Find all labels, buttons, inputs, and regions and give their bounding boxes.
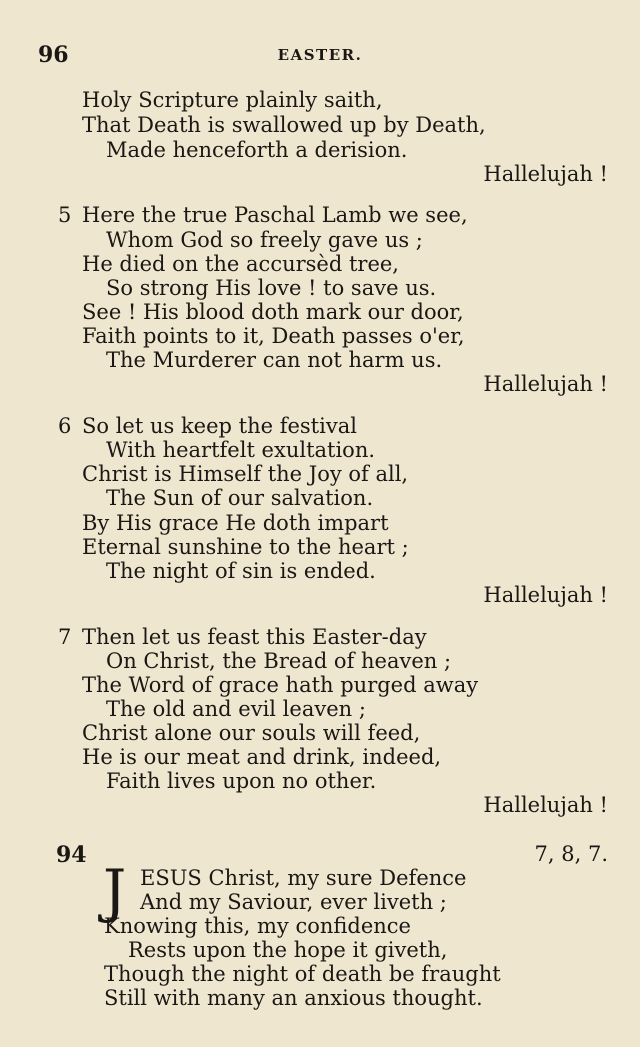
verse-line: Knowing this, my confidence — [104, 914, 411, 938]
verse-line: Here the true Paschal Lamb we see, — [82, 203, 468, 227]
page-header — [38, 42, 602, 70]
verse-line: Eternal sunshine to the heart ; — [82, 535, 409, 559]
verse-line: The Murderer can not harm us. — [106, 348, 443, 372]
stanza-number: 5 — [58, 203, 72, 227]
verse-line: Whom God so freely gave us ; — [106, 228, 423, 252]
drop-cap: J — [103, 857, 127, 925]
verse-line: With heartfelt exultation. — [106, 438, 376, 462]
verse-line: Christ is Himself the Joy of all, — [82, 462, 409, 486]
verse-line: ESUS Christ, my sure Defence — [140, 866, 467, 890]
verse-line: He died on the accursèd tree, — [82, 252, 399, 276]
verse-line: By His grace He doth impart — [82, 511, 389, 535]
verse-line: And my Saviour, ever liveth ; — [140, 890, 447, 914]
verse-line: Though the night of death be fraught — [104, 962, 501, 986]
refrain: Hallelujah ! — [483, 583, 608, 607]
verse-line: The Sun of our salvation. — [106, 486, 374, 510]
verse-line: Then let us feast this Easter-day — [82, 625, 427, 649]
verse-line: The Word of grace hath purged away — [82, 673, 479, 697]
page-number: 96 — [38, 42, 69, 68]
verse-line: That Death is swallowed up by Death, — [82, 113, 486, 137]
verse-line: The night of sin is ended. — [106, 559, 376, 583]
verse-line: He is our meat and drink, indeed, — [82, 745, 442, 769]
verse-line: The old and evil leaven ; — [106, 697, 366, 721]
stanza-number: 7 — [58, 625, 72, 649]
verse-line: So let us keep the festival — [82, 414, 357, 438]
hymn-meter: 7, 8, 7. — [534, 842, 608, 866]
verse-line: See ! His blood doth mark our door, — [82, 300, 464, 324]
verse-line: Faith lives upon no other. — [106, 769, 377, 793]
verse-line: Made henceforth a derision. — [106, 138, 408, 162]
verse-line: Still with many an anxious thought. — [104, 986, 483, 1010]
verse-line: Faith points to it, Death passes o'er, — [82, 324, 465, 348]
verse-line: Holy Scripture plainly saith, — [82, 88, 383, 112]
verse-line: So strong His love ! to save us. — [106, 276, 437, 300]
verse-line: Rests upon the hope it giveth, — [128, 938, 448, 962]
stanza-number: 6 — [58, 414, 72, 438]
verse-line: Christ alone our souls will feed, — [82, 721, 421, 745]
running-head: EASTER. — [277, 46, 363, 64]
refrain: Hallelujah ! — [483, 793, 608, 817]
refrain: Hallelujah ! — [483, 372, 608, 396]
hymn-number: 94 — [56, 842, 87, 868]
refrain: Hallelujah ! — [483, 162, 608, 186]
verse-line: On Christ, the Bread of heaven ; — [106, 649, 452, 673]
